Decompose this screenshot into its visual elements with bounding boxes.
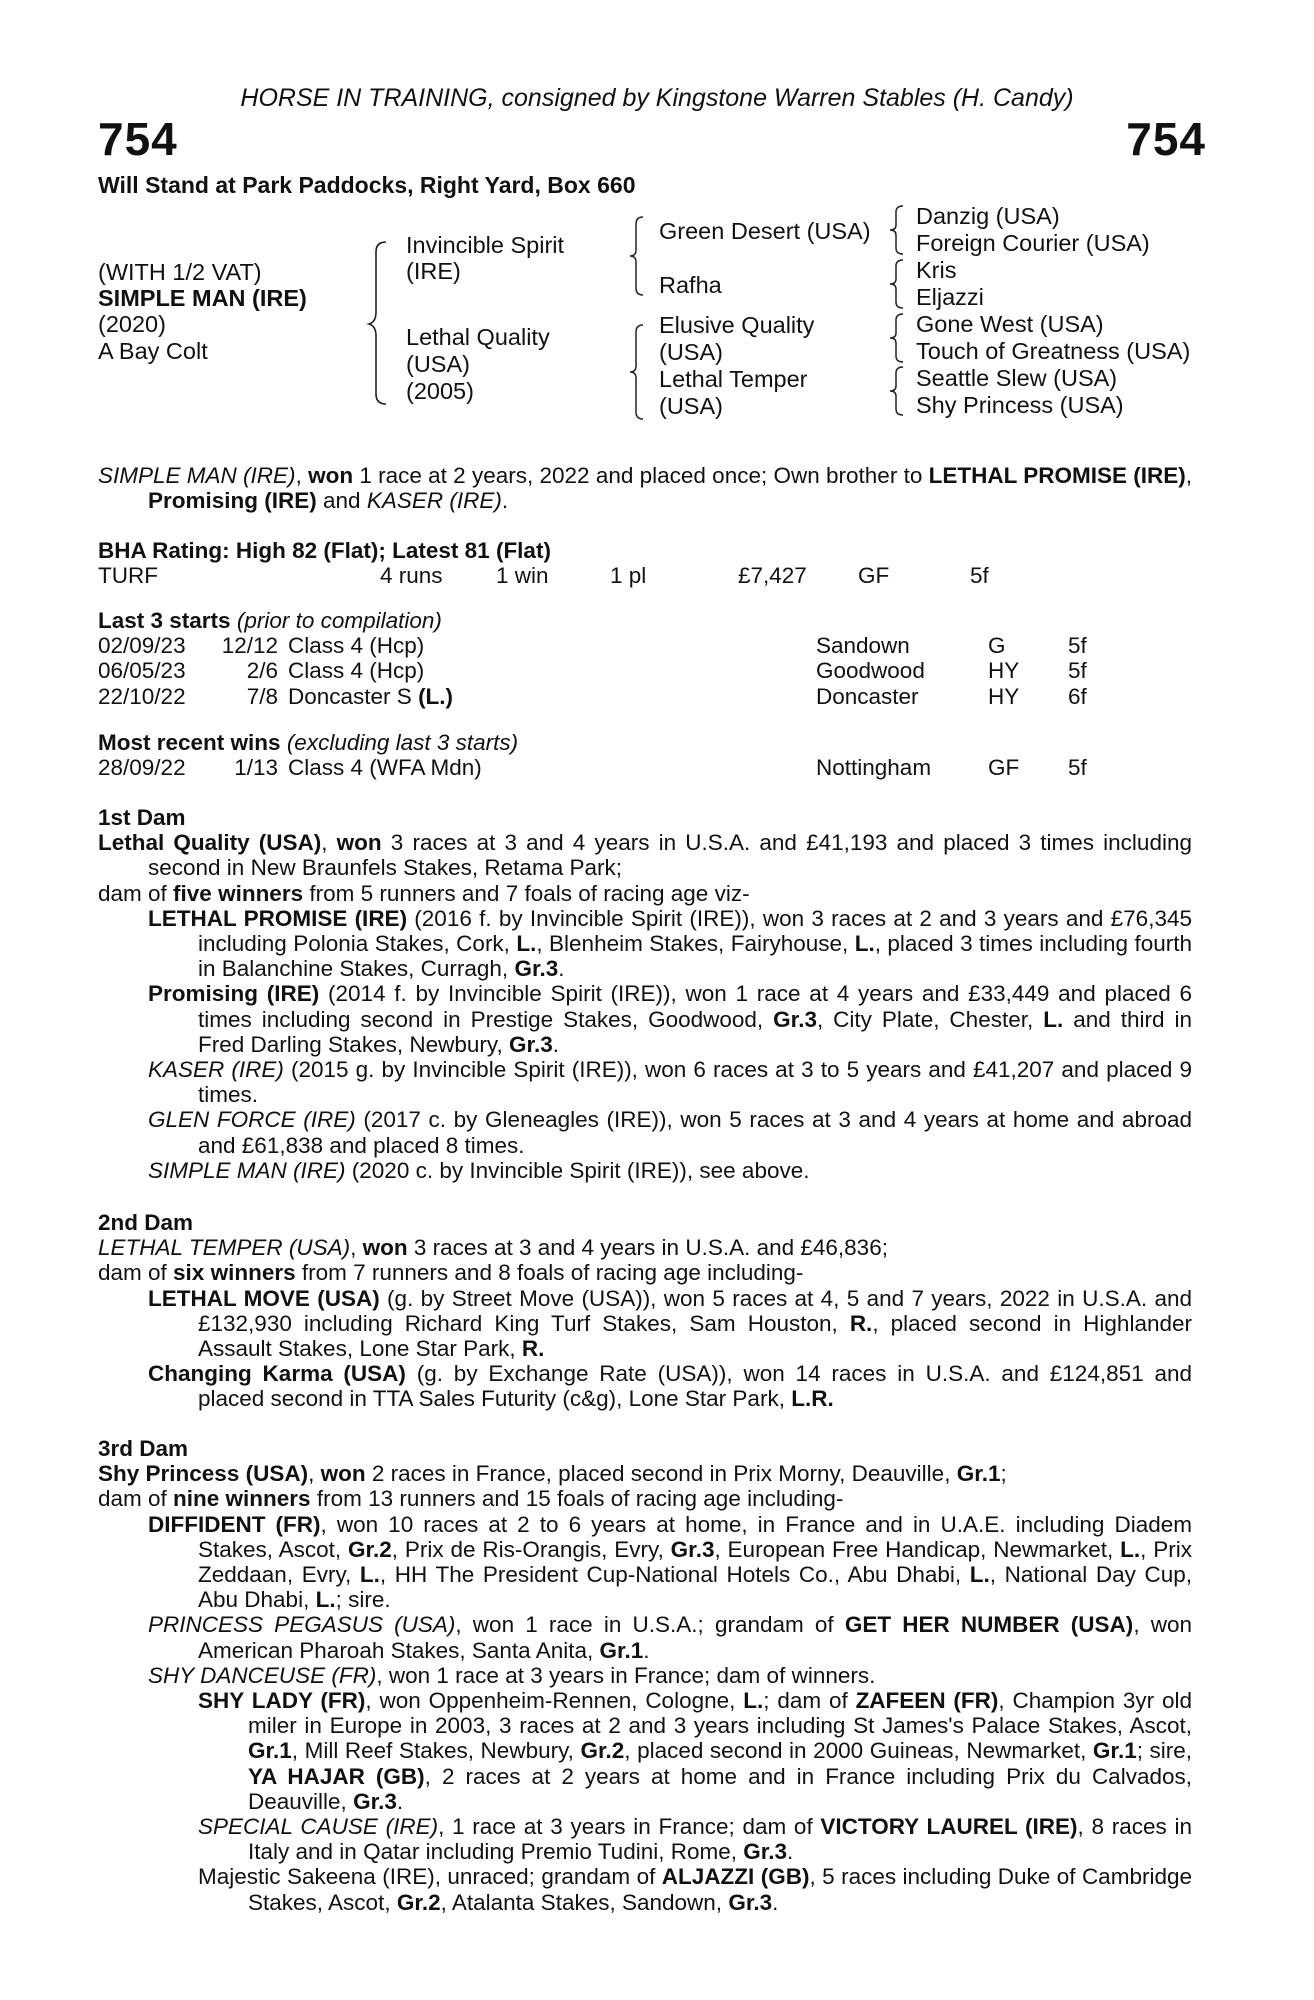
rating-row: TURF 4 runs 1 win 1 pl £7,427 GF 5f bbox=[98, 563, 989, 589]
produce-item: GLEN FORCE (IRE) (2017 c. by Gleneagles (IRE)), won 5 races at 3 and 4 years at home and abroad and £61,838 and placed 8 times. bbox=[148, 1107, 1192, 1158]
second-dam-produce: dam of six winners from 7 runners and 8 foals of racing age including- bbox=[98, 1260, 804, 1286]
race-row: 28/09/22 1/13 Class 4 (WFA Mdn) Nottingham GF 5f bbox=[98, 755, 1087, 781]
gg-5: Gone West (USA) bbox=[916, 311, 1104, 337]
dam-sire-line2: (USA) bbox=[659, 339, 723, 365]
horse-name: SIMPLE MAN (IRE) bbox=[98, 285, 307, 311]
dam-line2: (USA) bbox=[406, 351, 470, 377]
sire-line1: Invincible Spirit bbox=[406, 232, 565, 258]
gg-8: Shy Princess (USA) bbox=[916, 392, 1124, 418]
summary-paragraph: SIMPLE MAN (IRE), won 1 race at 2 years, 2022 and placed once; Own brother to LETHAL PROMISE (IRE), Promising (IRE) and KASER (IRE). bbox=[98, 463, 1192, 514]
last-starts-heading: Last 3 starts bbox=[98, 608, 231, 633]
dam-brace bbox=[628, 322, 646, 422]
gg-7: Seattle Slew (USA) bbox=[916, 365, 1118, 391]
produce-item: SIMPLE MAN (IRE) (2020 c. by Invincible Spirit (IRE)), see above. bbox=[148, 1157, 810, 1183]
first-dam-heading: 1st Dam bbox=[98, 805, 186, 830]
gg-brace-2 bbox=[888, 257, 906, 311]
rating-heading: BHA Rating: High 82 (Flat); Latest 81 (Flat) bbox=[98, 538, 551, 563]
produce-item: SHY LADY (FR), won Oppenheim-Rennen, Cologne, L.; dam of ZAFEEN (FR), Champion 3yr old miler in Europe in 2003, 3 races at 2 and 3 years including St James's Palace Stakes, Ascot, Gr.1, Mill Reef Stakes, Newbury, Gr.2, placed second in 2000 Guineas, Newmarket, Gr.1; sire, YA HAJAR (GB), 2 races at 2 years at home and in France including Prix du Calvados, Deauville, Gr.3. bbox=[198, 1688, 1193, 1814]
produce-item: Majestic Sakeena (IRE), unraced; grandam of ALJAZZI (GB), 5 races including Duke of Cambridge Stakes, Ascot, Gr.2, Atalanta Stakes, Sandown, Gr.3. bbox=[198, 1864, 1192, 1915]
race-row: 06/05/23 2/6 Class 4 (Hcp) Goodwood HY 5f bbox=[98, 658, 1087, 684]
first-dam-produce: dam of five winners from 5 runners and 7 foals of racing age viz- bbox=[98, 880, 750, 906]
dam-dam-line1: Lethal Temper bbox=[659, 366, 808, 392]
gg-brace-4 bbox=[888, 364, 906, 418]
recent-wins-section: Most recent wins (excluding last 3 starts) 28/09/22 1/13 Class 4 (WFA Mdn) Nottingham GF 5f bbox=[98, 730, 1192, 780]
produce-item: DIFFIDENT (FR), won 10 races at 2 to 6 years at home, in France and in U.A.E. including Diadem Stakes, Ascot, Gr.2, Prix de Ris-Orangis, Evry, Gr.3, European Free Handicap, Newmarket, L., Prix Zeddaan, Evry, L., HH The President Cup-National Hotels Co., Abu Dhabi, L., National Day Cup, Abu Dhabi, L.; sire. bbox=[148, 1511, 1193, 1613]
third-dam-heading: 3rd Dam bbox=[98, 1436, 189, 1461]
dam-dam-line2: (USA) bbox=[659, 393, 723, 419]
third-dam-record: Shy Princess (USA), won 2 races in France, placed second in Prix Morny, Deauville, Gr.1; bbox=[98, 1461, 1007, 1487]
last-starts-section: Last 3 starts (prior to compilation) 02/09/23 12/12 Class 4 (Hcp) Sandown G 5f 06/05/23 2/6 Class 4 (Hcp) Goodwood HY 5f 22/10/22 7/8 Doncaster S (L.) Doncaster HY 6f bbox=[98, 608, 1192, 709]
first-dam-record: Lethal Quality (USA), won 3 races at 3 and 4 years in U.S.A. and £41,193 and placed 3 times including second in New Braunfels Stakes, Retama Park; bbox=[98, 830, 1192, 881]
dam-line3: (2005) bbox=[406, 378, 474, 404]
rating-section bbox=[98, 538, 1192, 588]
race-row: 22/10/22 7/8 Doncaster S (L.) Doncaster HY 6f bbox=[98, 683, 1087, 709]
horse-description: A Bay Colt bbox=[98, 338, 208, 364]
horse-year: (2020) bbox=[98, 311, 166, 337]
produce-item: SPECIAL CAUSE (IRE), 1 race at 3 years in France; dam of VICTORY LAUREL (IRE), 8 races in Italy and in Qatar including Premio Tudini, Rome, Gr.3. bbox=[198, 1814, 1192, 1865]
first-dam-section bbox=[98, 805, 1192, 1183]
produce-item: LETHAL MOVE (USA) (g. by Street Move (USA)), won 5 races at 4, 5 and 7 years, 2022 in U.S.A. and £132,930 including Richard King Turf Stakes, Sam Houston, R., placed second in Highlander Assault Stakes, Lone Star Park, R. bbox=[148, 1285, 1192, 1362]
dam-line1: Lethal Quality bbox=[406, 324, 550, 350]
sire-line2: (IRE) bbox=[406, 258, 461, 284]
race-row: 02/09/23 12/12 Class 4 (Hcp) Sandown G 5f bbox=[98, 633, 1087, 659]
lot-number-right: 754 bbox=[1126, 113, 1206, 165]
dam-sire-line1: Elusive Quality bbox=[659, 312, 815, 338]
second-dam-section bbox=[98, 1210, 1192, 1412]
main-brace bbox=[366, 238, 390, 408]
sire-sire: Green Desert (USA) bbox=[659, 218, 871, 244]
produce-item: Changing Karma (USA) (g. by Exchange Rate (USA)), won 14 races in U.S.A. and £124,851 and placed second in TTA Sales Futurity (c&g), Lone Star Park, L.R. bbox=[148, 1361, 1192, 1412]
consignor-title: HORSE IN TRAINING, consigned by Kingstone Warren Stables (H. Candy) bbox=[240, 84, 1074, 112]
gg-4: Eljazzi bbox=[916, 284, 984, 310]
gg-6: Touch of Greatness (USA) bbox=[916, 338, 1191, 364]
recent-wins-heading: Most recent wins bbox=[98, 730, 281, 755]
third-dam-produce: dam of nine winners from 13 runners and 15 foals of racing age including- bbox=[98, 1486, 844, 1512]
gg-3: Kris bbox=[916, 257, 957, 283]
lot-number-left: 754 bbox=[98, 113, 178, 165]
gg-brace-1 bbox=[888, 203, 906, 257]
produce-item: LETHAL PROMISE (IRE) (2016 f. by Invincible Spirit (IRE)), won 3 races at 2 and 3 years and £76,345 including Polonia Stakes, Cork, L., Blenheim Stakes, Fairyhouse, L., placed 3 times including fourth in Balanchine Stakes, Curragh, Gr.3. bbox=[148, 905, 1192, 982]
produce-item: SHY DANCEUSE (FR), won 1 race at 3 years in France; dam of winners. bbox=[148, 1662, 876, 1688]
second-dam-record: LETHAL TEMPER (USA), won 3 races at 3 and 4 years in U.S.A. and £46,836; bbox=[98, 1235, 888, 1261]
gg-1: Danzig (USA) bbox=[916, 203, 1060, 229]
sire-brace bbox=[628, 214, 646, 298]
gg-brace-3 bbox=[888, 311, 906, 365]
horse-vat: (WITH 1/2 VAT) bbox=[98, 259, 262, 285]
second-dam-heading: 2nd Dam bbox=[98, 1210, 194, 1235]
third-dam-section bbox=[98, 1436, 1192, 1915]
produce-item: PRINCESS PEGASUS (USA), won 1 race in U.S.A.; grandam of GET HER NUMBER (USA), won American Pharoah Stakes, Santa Anita, Gr.1. bbox=[148, 1612, 1192, 1663]
produce-item: Promising (IRE) (2014 f. by Invincible Spirit (IRE)), won 1 race at 4 years and £33,449 and placed 6 times including second in Prestige Stakes, Goodwood, Gr.3, City Plate, Chester, L. and third in Fred Darling Stakes, Newbury, Gr.3. bbox=[148, 981, 1192, 1057]
stand-location: Will Stand at Park Paddocks, Right Yard, Box 660 bbox=[98, 172, 636, 198]
produce-item: KASER (IRE) (2015 g. by Invincible Spirit (IRE)), won 6 races at 3 to 5 years and £41,207 and placed 9 times. bbox=[148, 1057, 1192, 1108]
sire-dam: Rafha bbox=[659, 272, 722, 298]
gg-2: Foreign Courier (USA) bbox=[916, 230, 1150, 256]
